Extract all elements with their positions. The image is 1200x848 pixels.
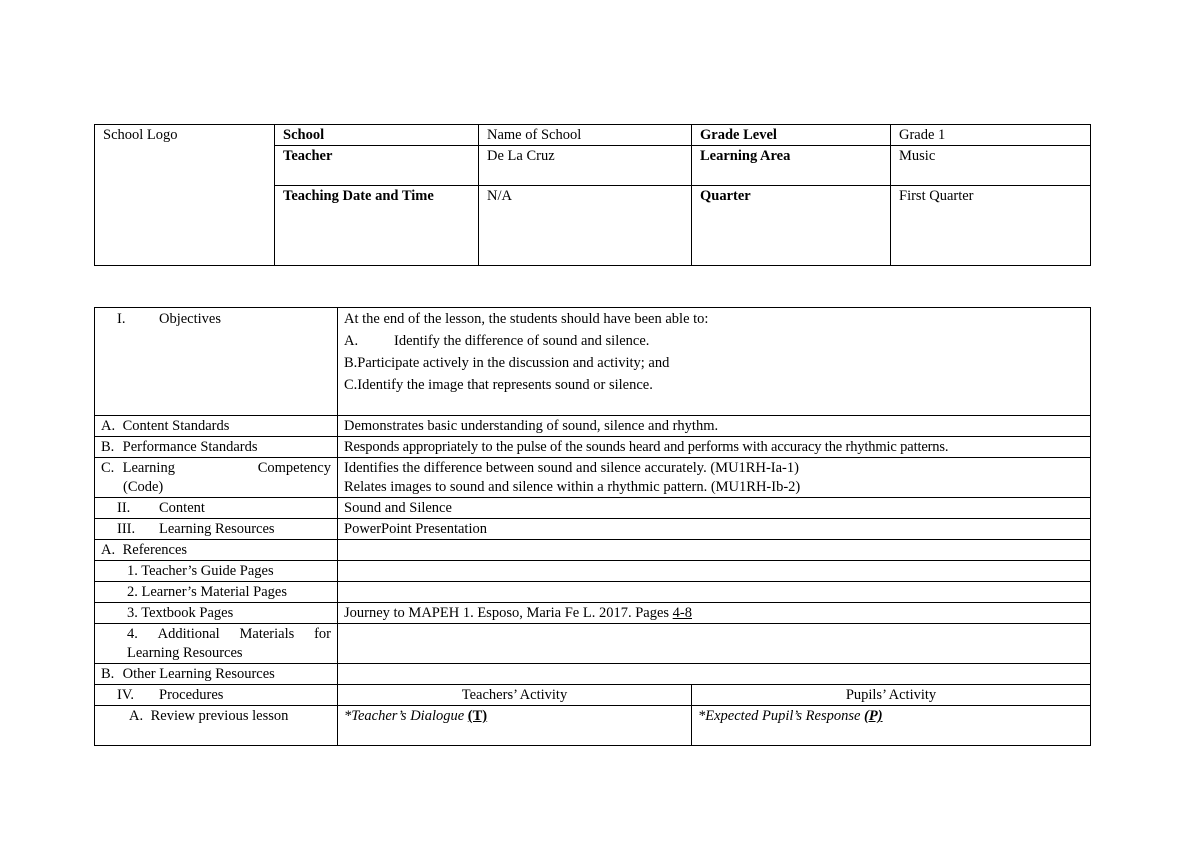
learning-area-label: Learning Area (692, 146, 891, 186)
objective-a-text: Identify the difference of sound and silence. (394, 333, 650, 349)
textbook-pages: 4-8 (672, 605, 692, 621)
competency-value-line1: Identifies the difference between sound and silence accurately. (MU1RH-Ia-1) (344, 460, 799, 476)
teaching-date-value: N/A (479, 186, 692, 266)
learning-resources-label-cell (95, 519, 338, 540)
objectives-value-cell (338, 308, 1091, 416)
table-row (95, 519, 1091, 540)
review-letter: A. (129, 708, 144, 724)
competency-label-line1 (101, 459, 331, 478)
teacher-label: Teacher (275, 146, 479, 186)
table-row (95, 561, 1091, 582)
other-resources-value (338, 664, 1091, 685)
learning-area-value: Music (891, 146, 1091, 186)
additional-materials-line1 (127, 625, 331, 644)
table-row (95, 540, 1091, 561)
learning-resources-value: PowerPoint Presentation (338, 519, 1091, 540)
school-logo-cell (95, 125, 275, 266)
other-resources-label-cell (95, 664, 338, 685)
teacher-dialogue-cell (338, 706, 692, 746)
additional-word-2: Additional (157, 626, 220, 642)
additional-word-4: for (314, 626, 331, 642)
table-row (95, 685, 1091, 706)
grade-level-label: Grade Level (692, 125, 891, 146)
competency-value-cell (338, 458, 1091, 498)
performance-standards-letter: B. (101, 439, 115, 455)
textbook-label: 3. Textbook Pages (95, 603, 338, 624)
textbook-value-cell (338, 603, 1091, 624)
competency-letter: C. (101, 460, 115, 476)
competency-label-cell (95, 458, 338, 498)
learners-material-label: 2. Learner’s Material Pages (95, 582, 338, 603)
content-standards-label: Content Standards (122, 418, 230, 434)
competency-value-line2: Relates images to sound and silence within a rhythmic pattern. (MU1RH-Ib-2) (344, 479, 801, 495)
teacher-dialogue: *Teacher’s Dialogue (344, 708, 468, 724)
objectives-label-cell (95, 308, 338, 416)
objective-b: B.Participate actively in the discussion and activity; and (344, 355, 670, 371)
pupil-response-cell (692, 706, 1091, 746)
lesson-plan-table (94, 307, 1091, 746)
content-value: Sound and Silence (338, 498, 1091, 519)
objective-c: C.Identify the image that represents sound or silence. (344, 377, 653, 393)
references-value (338, 540, 1091, 561)
pupil-code: (P) (864, 708, 883, 724)
pupils-activity-header: Pupils’ Activity (692, 685, 1091, 706)
teachers-activity-header: Teachers’ Activity (338, 685, 692, 706)
additional-word-3: Materials (239, 626, 295, 642)
references-label-cell (95, 540, 338, 561)
table-row (95, 458, 1091, 498)
school-value: Name of School (479, 125, 692, 146)
references-letter: A. (101, 542, 116, 558)
grade-level-value: Grade 1 (891, 125, 1091, 146)
additional-materials-value (338, 624, 1091, 664)
performance-standards-label-cell (95, 437, 338, 458)
content-standards-letter: A. (101, 418, 116, 434)
teachers-guide-label: 1. Teacher’s Guide Pages (95, 561, 338, 582)
header-table (94, 124, 1091, 266)
procedures-label: Procedures (159, 687, 224, 703)
competency-label-word1: Learning (122, 460, 175, 476)
competency-label-line2: (Code) (123, 479, 164, 495)
school-logo-label: School Logo (103, 127, 178, 143)
table-row (95, 706, 1091, 746)
table-row (95, 498, 1091, 519)
table-row (95, 603, 1091, 624)
procedures-label-cell (95, 685, 338, 706)
table-row (95, 624, 1091, 664)
objective-a-letter: A. (344, 333, 359, 349)
learning-resources-label: Learning Resources (159, 521, 275, 537)
table-row (95, 582, 1091, 603)
table-row (95, 437, 1091, 458)
additional-materials-line2: Learning Resources (127, 645, 243, 661)
content-standards-label-cell (95, 416, 338, 437)
table-row (95, 664, 1091, 685)
performance-standards-label: Performance Standards (122, 439, 258, 455)
content-label-cell (95, 498, 338, 519)
other-resources-label: Other Learning Resources (122, 666, 275, 682)
objectives-numeral: I. (117, 311, 126, 327)
teachers-guide-value (338, 561, 1091, 582)
content-numeral: II. (117, 500, 131, 516)
objective-a (344, 330, 1084, 352)
other-resources-letter: B. (101, 666, 115, 682)
teacher-value: De La Cruz (479, 146, 692, 186)
procedures-numeral: IV. (117, 687, 135, 703)
objectives-label: Objectives (159, 311, 222, 327)
quarter-value: First Quarter (891, 186, 1091, 266)
table-row (95, 416, 1091, 437)
teaching-date-label: Teaching Date and Time (275, 186, 479, 266)
review-label-cell (95, 706, 338, 746)
competency-label-word2: Competency (257, 460, 331, 476)
additional-materials-label-cell (95, 624, 338, 664)
content-standards-value: Demonstrates basic understanding of sound, silence and rhythm. (338, 416, 1091, 437)
additional-word-1: 4. (127, 626, 138, 642)
table-row (95, 308, 1091, 416)
content-label: Content (159, 500, 205, 516)
references-label: References (122, 542, 188, 558)
objectives-intro: At the end of the lesson, the students should have been able to: (344, 311, 709, 327)
learning-resources-numeral: III. (117, 521, 136, 537)
learners-material-value (338, 582, 1091, 603)
school-label: School (275, 125, 479, 146)
review-label: Review previous lesson (150, 708, 289, 724)
performance-standards-value: Responds appropriately to the pulse of the sounds heard and performs with accuracy the rhythmic patterns. (338, 437, 1091, 458)
pupil-response: *Expected Pupil’s Response (698, 708, 865, 724)
quarter-label: Quarter (692, 186, 891, 266)
textbook-value: Journey to MAPEH 1. Esposo, Maria Fe L. 2017. Pages (344, 605, 673, 621)
teacher-code: (T) (467, 708, 488, 724)
